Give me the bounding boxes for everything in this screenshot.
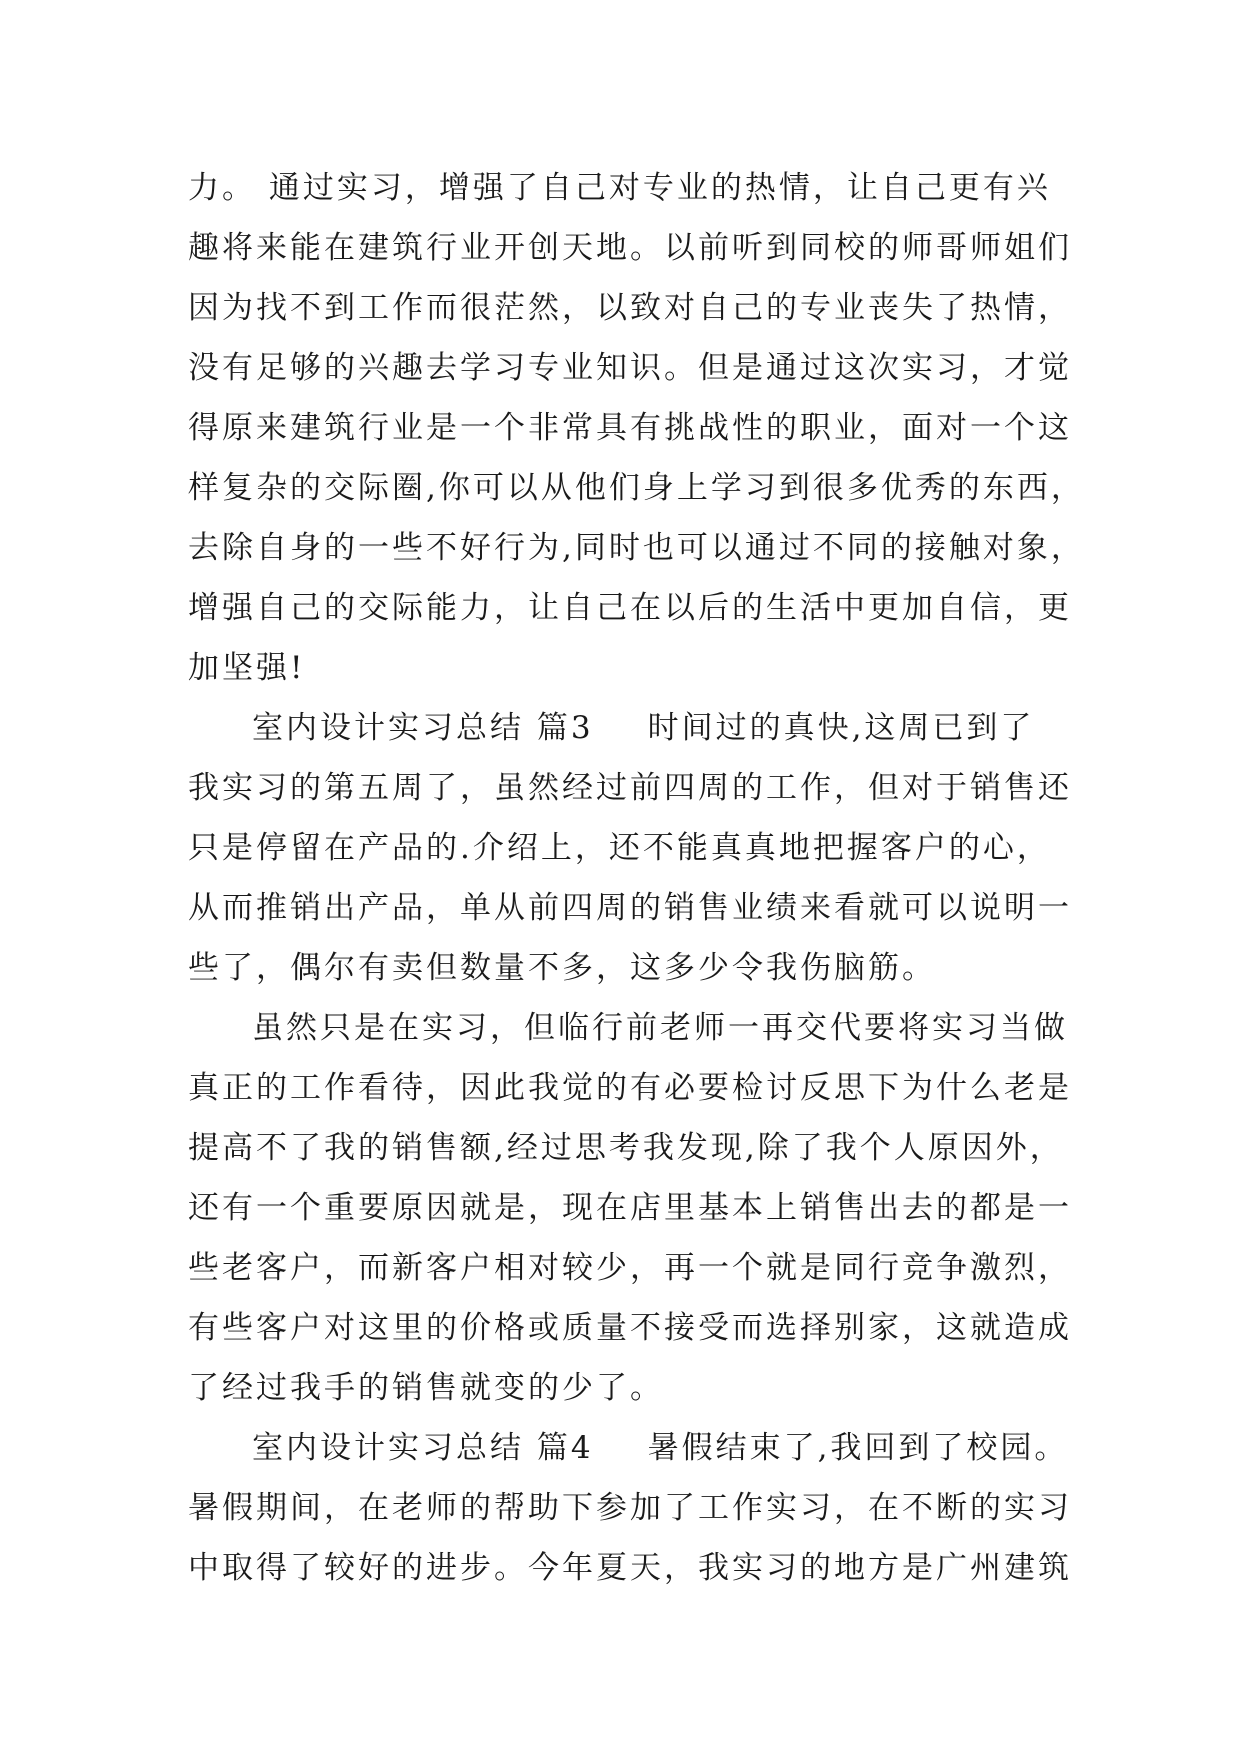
- text-line: 有些客户对这里的价格或质量不接受而选择别家，这就造成: [188, 1310, 1072, 1346]
- text-line: 增强自己的交际能力，让自己在以后的生活中更加自信，更: [188, 590, 1072, 626]
- text-line: 力。 通过实习，增强了自己对专业的热情，让自己更有兴: [188, 170, 1051, 206]
- document-body: [188, 158, 1085, 1598]
- section-3-first-line: [188, 698, 1058, 758]
- section-4-first-line: [188, 1418, 1069, 1478]
- text-line: 提高不了我的销售额,经过思考我发现,除了我个人原因外，: [188, 1130, 1064, 1166]
- text-line: 得原来建筑行业是一个非常具有挑战性的职业，面对一个这: [188, 410, 1072, 446]
- text-line: 没有足够的兴趣去学习专业知识。但是通过这次实习，才觉: [188, 350, 1072, 386]
- text-line: 些老客户，而新客户相对较少，再一个就是同行竞争激烈，: [188, 1250, 1072, 1286]
- text-line: 只是停留在产品的.介绍上，还不能真真地把握客户的心，: [188, 830, 1051, 866]
- text-line: 暑假期间，在老师的帮助下参加了工作实习，在不断的实习: [188, 1490, 1072, 1526]
- paragraph-first-line: 虽然只是在实习，但临行前老师一再交代要将实习当做: [252, 1010, 1068, 1046]
- text-line: 我实习的第五周了，虽然经过前四周的工作，但对于销售还: [188, 770, 1072, 806]
- text-line: 中取得了较好的进步。今年夏天，我实习的地方是广州建筑: [188, 1550, 1072, 1586]
- text-line: 加坚强!: [188, 650, 306, 686]
- text-line: 些了，偶尔有卖但数量不多，这多少令我伤脑筋。: [188, 950, 936, 986]
- section-3-lead-text: 时间过的真快,这周已到了: [647, 710, 1035, 746]
- text-line: 趣将来能在建筑行业开创天地。以前听到同校的师哥师姐们: [188, 230, 1072, 266]
- text-line: 了经过我手的销售就变的少了。: [188, 1370, 664, 1406]
- section-4-heading: 室内设计实习总结 篇4: [252, 1430, 594, 1466]
- text-line: 去除自身的一些不好行为,同时也可以通过不同的接触对象，: [188, 530, 1085, 566]
- text-line: 还有一个重要原因就是，现在店里基本上销售出去的都是一: [188, 1190, 1072, 1226]
- section-3-heading: 室内设计实习总结 篇3: [252, 710, 594, 746]
- text-line: 从而推销出产品，单从前四周的销售业绩来看就可以说明一: [188, 890, 1072, 926]
- text-line: 真正的工作看待，因此我觉的有必要检讨反思下为什么老是: [188, 1070, 1072, 1106]
- text-line: 因为找不到工作而很茫然，以致对自己的专业丧失了热情，: [188, 290, 1072, 326]
- section-4-lead-text: 暑假结束了,我回到了校园。: [647, 1430, 1069, 1466]
- text-line: 样复杂的交际圈,你可以从他们身上学习到很多优秀的东西，: [188, 470, 1085, 506]
